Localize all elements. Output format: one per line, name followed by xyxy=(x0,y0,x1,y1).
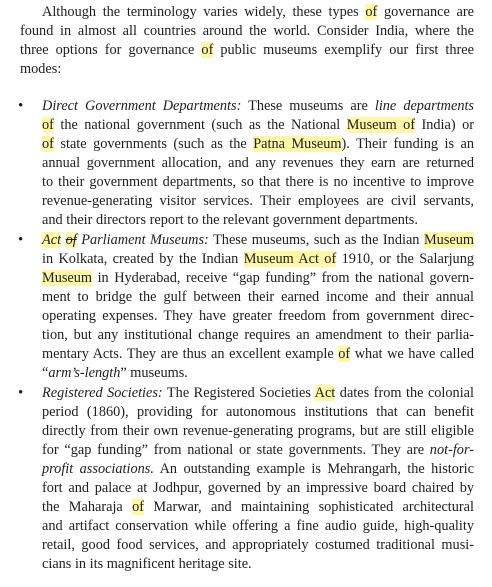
highlighted-text: of xyxy=(132,499,145,515)
text-run: operating expenses. They have greater freedom from government direc- xyxy=(42,308,474,324)
highlighted-text: of xyxy=(338,346,351,362)
text-run: cians in its magnificent heritage site. xyxy=(42,556,252,572)
text-run: line departments xyxy=(374,98,474,114)
text-line xyxy=(42,345,474,364)
text-line xyxy=(42,307,474,326)
text-run: in Hyderabad, receive “gap funding” from the national govern- xyxy=(92,270,474,286)
text-line xyxy=(42,403,474,422)
text-line xyxy=(42,250,474,269)
highlighted-text: of xyxy=(65,232,77,248)
text-run: public museums exemplify our first three xyxy=(213,42,474,58)
bullet-icon: • xyxy=(18,232,24,248)
bullet-icon: • xyxy=(18,385,24,401)
text-run: These museums, such as the Indian xyxy=(208,232,424,248)
text-line xyxy=(42,326,474,345)
text-run: revenue-generating visitor services. Their employees are civil servants, xyxy=(42,193,474,209)
highlighted-text: Museum xyxy=(423,232,475,248)
text-line xyxy=(42,173,474,192)
text-run: 1910, or the Salarjung xyxy=(336,251,475,267)
text-run: Parliament Museums: xyxy=(76,232,209,248)
highlighted-text: of xyxy=(42,117,54,133)
highlighted-text: Museum Act of xyxy=(243,251,337,267)
highlighted-text: Museum of xyxy=(346,117,416,133)
text-run: the Maharaja xyxy=(42,499,133,515)
text-run: state governments (such as the xyxy=(53,136,254,152)
highlighted-text: of xyxy=(42,136,54,152)
text-line xyxy=(42,116,474,135)
text-run: not-for- xyxy=(429,442,474,458)
text-run: found in almost all countries around the world. Consider India, where the xyxy=(20,23,474,39)
text-run: for “gap funding” from national or state governments. They are xyxy=(42,442,430,458)
highlighted-text: Act xyxy=(42,232,62,248)
text-line xyxy=(42,422,474,441)
text-run: to their government departments, so that there is no incentive to improve xyxy=(42,174,474,190)
text-run: India) or xyxy=(415,117,474,133)
text-line xyxy=(42,479,474,498)
text-line xyxy=(42,135,474,154)
text-run: in Kolkata, created by the Indian xyxy=(42,251,244,267)
text-run xyxy=(61,232,66,248)
text-line xyxy=(42,154,474,173)
text-run: modes: xyxy=(20,61,62,77)
text-run: directly from their own revenue-generating programs, but are still eligible xyxy=(42,423,474,439)
text-run: Direct Government Departments: xyxy=(42,98,242,114)
text-line xyxy=(42,288,474,307)
text-run: Marwar, and maintaining sophisticated architectural xyxy=(144,499,474,515)
text-run: annual government allocation, and any revenues they earn are returned xyxy=(42,155,474,171)
text-run: Although the terminology varies widely, these types xyxy=(42,4,366,20)
text-line xyxy=(42,555,252,574)
text-line xyxy=(42,269,474,288)
highlighted-text: Museum xyxy=(42,270,93,286)
text-line xyxy=(20,41,474,60)
text-line xyxy=(42,517,474,536)
text-run: tion, but any institutional change requires an amendment to their parlia- xyxy=(42,327,474,343)
text-run: ment to bridge the gulf between their earned income and their annual xyxy=(42,289,474,305)
text-run: and their directors report to the relevant government departments. xyxy=(42,212,418,228)
text-run: three options for governance xyxy=(20,42,202,58)
text-line xyxy=(42,460,474,479)
text-line xyxy=(42,211,418,230)
text-run: These museums are xyxy=(241,98,375,114)
text-run: what we have called xyxy=(350,346,474,362)
highlighted-text: of xyxy=(365,4,378,20)
text-run: Registered Societies: xyxy=(42,385,163,401)
text-line xyxy=(42,231,474,250)
highlighted-text: Act xyxy=(314,385,336,401)
text-run: An outstanding example is Mehrangarh, the historic xyxy=(153,461,475,477)
highlighted-text: Patna Museum xyxy=(253,136,342,152)
text-line xyxy=(42,192,474,211)
text-run: fort and palace at Jodhpur, governed by an impressive board chaired by xyxy=(42,480,474,496)
text-run: profit associations. xyxy=(42,461,154,477)
text-run: mentary Acts. They are thus an excellent example xyxy=(42,346,339,362)
text-run: the national government (such as the National xyxy=(53,117,347,133)
text-run: governance are xyxy=(377,4,474,20)
text-run: period (1860), providing for autonomous institutions that can benefit xyxy=(42,404,474,420)
text-run: arm’s-length xyxy=(48,365,121,381)
text-run: ” museums. xyxy=(120,365,188,381)
text-run: dates from the colonial xyxy=(335,385,474,401)
text-run: The Registered Societies xyxy=(162,385,315,401)
highlighted-text: of xyxy=(201,42,214,58)
text-line xyxy=(42,441,474,460)
text-run: “ xyxy=(42,365,49,381)
text-line xyxy=(42,97,474,116)
text-line xyxy=(42,364,188,383)
text-line xyxy=(42,384,474,403)
text-line xyxy=(20,60,61,79)
text-run: ). Their funding is an xyxy=(341,136,474,152)
bullet-icon: • xyxy=(18,98,24,114)
text-line xyxy=(42,536,474,555)
text-run: retail, good food services, and appropriately costumed traditional musi- xyxy=(42,537,474,553)
text-line xyxy=(42,3,474,22)
text-line xyxy=(42,498,474,517)
text-run: and artifact conservation while offering a fine audio guide, high-quality xyxy=(42,518,474,534)
text-line xyxy=(20,22,474,41)
